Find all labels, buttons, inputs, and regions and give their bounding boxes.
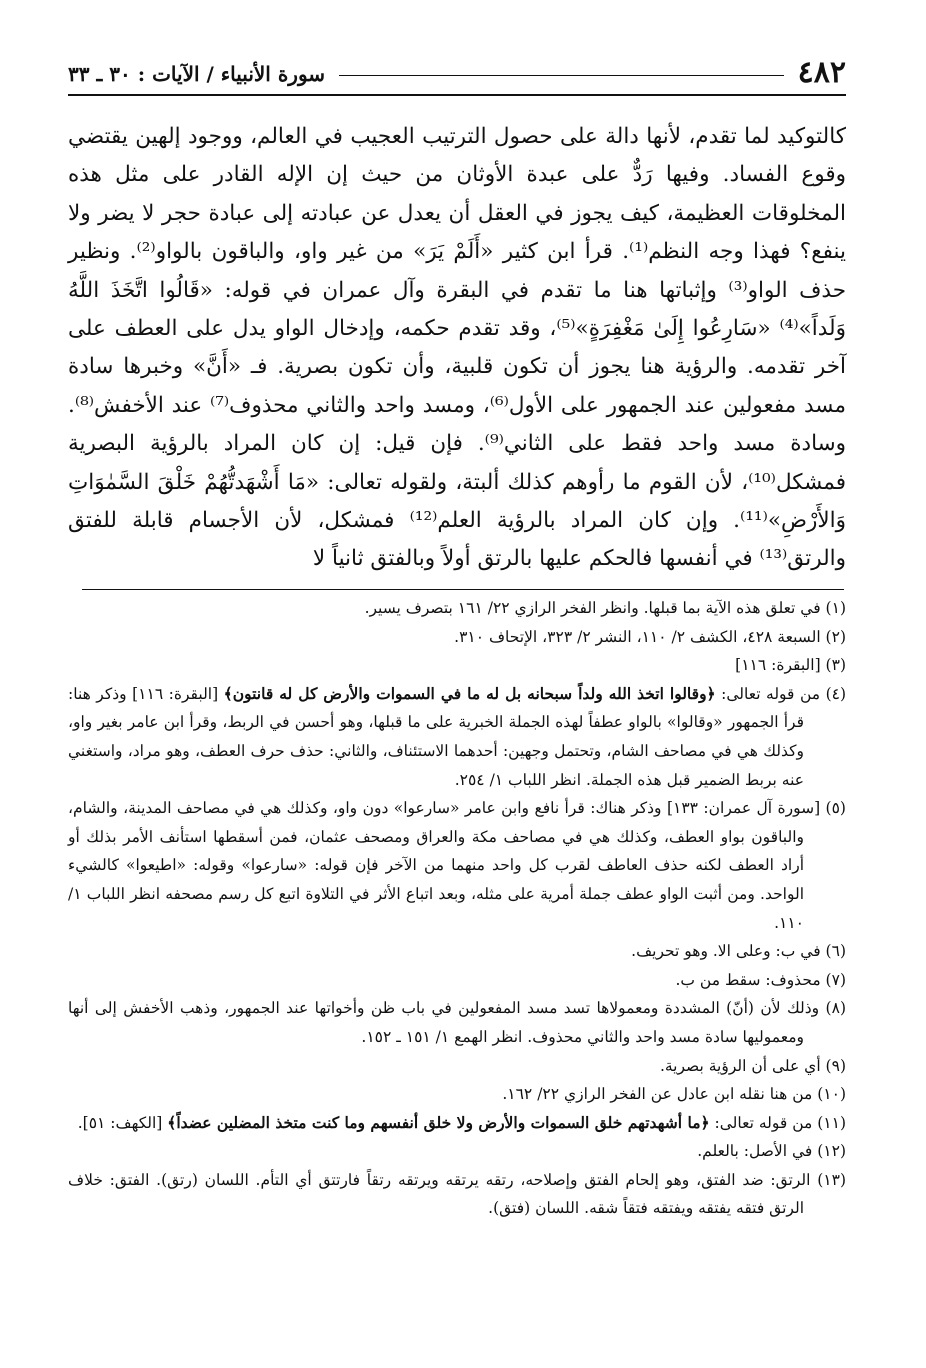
footnote-12: (١٢) في الأصل: بالعلم. (697, 1142, 846, 1161)
footnote-8: (٨) وذلك لأن (أنّ) المشددة ومعمولاها تسد مسد المفعولين في باب ظن وأخواتها عند الجمهور، وذهب الأخفش إلى أنها ومعموليها سادة مسد واحد والثاني محذوف. انظر الهمع ١/ ١٥١ ـ ١٥٢. (68, 999, 846, 1046)
footnote-4-text: [البقرة: ١١٦] وذكر هنا: قرأ الجمهور «وقالوا» بالواو عطفاً لهذه الجملة الخبرية على ما قبلها، وهو أحسن في الربط، وقرأ ابن عامر بغير واو، وكذلك هي في مصاحف الشام، وتحتمل وجهين: أحدهما الاستئناف، والثاني: حذف حرف العطف، وهو مراد، واستغني عنه بربط الضمير قبل هذه الجملة. انظر اللباب ١/ ٢٥٤. (68, 684, 804, 789)
footnote-11-quran-quote: ﴿ما أشهدتهم خلق السموات والأرض ولا خلق أنفسهم وما كنت متخذ المضلين عضداً﴾ (167, 1112, 710, 1132)
footnote-11-lead: (١١) من قوله تعالى: (709, 1113, 846, 1132)
footnote-separator (82, 589, 844, 590)
footnote-6: (٦) في ب: وعلى الا. وهو تحريف. (631, 942, 846, 961)
footnote-4 (68, 680, 846, 794)
main-paragraph: كالتوكيد لما تقدم، لأنها دالة على حصول الترتيب العجيب في العالم، ووجود إلهين يقتضي وقوع الفساد. وفيها رَدٌّ على عبدة الأوثان من حيث إن الإله القادر على مثل هذه المخلوقات العظيمة، كيف يجوز في العقل أن يعدل عن عبادته إلى عبادة حجر لا يضر ولا ينفع؟ فهذا وجه النظم⁽¹⁾. قرأ ابن كثير «أَلَمْ يَرَ» من غير واو، والباقون بالواو⁽²⁾. ونظير حذف الواو⁽³⁾ وإثباتها هنا ما تقدم في البقرة وآل عمران في قوله: «قَالُوا اتَّخَذَ اللَّهُ وَلَداً»⁽⁴⁾ «سَارِعُوا إِلَىٰ مَغْفِرَةٍ»⁽⁵⁾، وقد تقدم حكمه، وإدخال الواو يدل على العطف على آخر تقدمه. والرؤية هنا يجوز أن تكون قلبية، وأن تكون بصرية. فـ «أَنَّ» وخبرها سادة مسد مفعولين عند الجمهور على الأول⁽⁶⁾، ومسد واحد والثاني محذوف⁽⁷⁾ عند الأخفش⁽⁸⁾. وسادة مسد واحد فقط على الثاني⁽⁹⁾. فإن قيل: إن كان المراد بالرؤية البصرية فمشكل⁽¹⁰⁾، لأن القوم ما رأوهم كذلك ألبتة، ولقوله تعالى: «مَا أَشْهَدتُّهُمْ خَلْقَ السَّمٰوَاتِ وَالأَرْضِ»⁽¹¹⁾. وإن كان المراد بالرؤية العلم⁽¹²⁾ فمشكل، لأن الأجسام قابلة للفتق والرتق⁽¹³⁾ في أنفسها فالحكم عليها بالرتق أولاً وبالفتق ثانياً لا (68, 124, 847, 572)
page-header (68, 38, 846, 96)
footnotes (68, 594, 846, 1223)
footnote-2: (٢) السبعة ٤٢٨، الكشف ٢/ ١١٠، النشر ٢/ ٣٢٣، الإتحاف ٣١٠. (454, 627, 846, 646)
footnote-11-text: [الكهف: ٥١]. (77, 1113, 168, 1132)
footnote-13: (١٣) الرتق: ضد الفتق، وهو إلحام الفتق وإصلاحه، رتقه يرتقه ويرتقه رتقاً فارتتق أي التأم. اللسان (رتق). الفتق: خلاف الرتق فتقه يفتقه ويفتقه فتقاً شقه. اللسان (فتق). (68, 1170, 846, 1218)
footnote-4-quran-quote: ﴿وقالوا اتخذ الله ولداً سبحانه بل له ما في السموات والأرض كل له قانتون﴾ (223, 683, 716, 703)
header-rule (339, 75, 784, 76)
footnote-11 (68, 1109, 846, 1138)
footnote-4-lead: (٤) من قوله تعالى: (715, 684, 847, 703)
footnote-9: (٩) أي على أن الرؤية بصرية. (659, 1056, 846, 1075)
footnote-7: (٧) محذوف: سقط من ب. (675, 970, 846, 989)
footnote-5: (٥) [سورة آل عمران: ١٣٣] وذكر هناك: قرأ نافع وابن عامر «سارعوا» دون واو، وكذلك هي في مصاحف المدينة، والشام، والباقون بواو العطف، وكذلك هي في مصاحف مكة والعراق ومصحف عثمان، فمن أسقطها استأنف الأمر بذلك أو أراد العطف لكنه حذف العاطف لقرب كل واحد منهما من الآخر فإن قوله: «سارعوا» وقوله: «اطيعوا» كالشيء الواحد. ومن أثبت الواو عطف جملة أمرية على مثله، وبعد اتباع الأثر في التلاوة اتبع كل رسم مصحفه انظر اللباب ١/ ١١٠. (68, 799, 846, 932)
running-title: سورة الأنبياء / الآيات : ٣٠ ـ ٣٣ (68, 62, 326, 86)
main-text (68, 118, 846, 579)
footnote-10: (١٠) من هنا نقله ابن عادل عن الفخر الرازي ٢٢/ ١٦٢. (502, 1085, 846, 1104)
page-number: ٤٨٢ (797, 55, 846, 90)
footnote-3: (٣) [البقرة: ١١٦] (735, 656, 846, 675)
footnote-1: (١) في تعلق هذه الآية بما قبلها. وانظر الفخر الرازي ٢٢/ ١٦١ بتصرف يسير. (364, 599, 846, 617)
